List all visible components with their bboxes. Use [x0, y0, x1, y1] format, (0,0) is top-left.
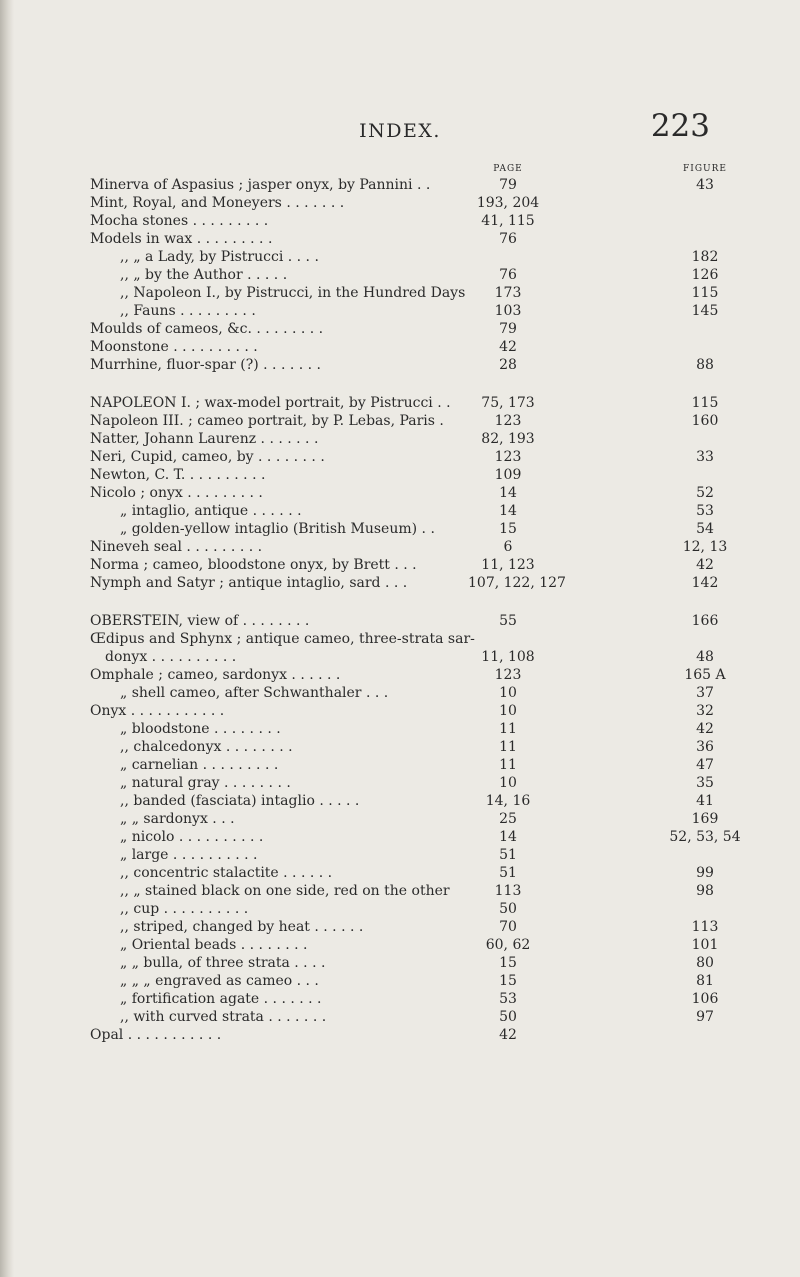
entry-page: 107, 122, 127 — [468, 575, 566, 591]
entry-page: 14 — [499, 503, 517, 519]
entry-figure: 101 — [691, 937, 719, 953]
entry-figure: 98 — [696, 883, 714, 899]
entry-text: ,, „ a Lady, by Pistrucci . . . . — [120, 249, 319, 265]
index-entry — [0, 484, 800, 502]
index-entry — [0, 302, 800, 320]
entry-page: 109 — [494, 467, 522, 483]
entry-page: 10 — [499, 775, 517, 791]
index-entry — [0, 394, 800, 412]
entry-figure: 142 — [691, 575, 719, 591]
entry-page: 41, 115 — [481, 213, 535, 229]
entry-text: „ „ „ engraved as cameo . . . — [120, 973, 319, 989]
index-section — [0, 612, 800, 1044]
entry-text: Moonstone . . . . . . . . . . — [90, 339, 258, 355]
entry-figure: 80 — [696, 955, 714, 971]
entry-page: 11 — [499, 757, 517, 773]
page-header — [0, 108, 800, 148]
entry-text: „ bloodstone . . . . . . . . — [120, 721, 281, 737]
page-number: 223 — [650, 108, 710, 144]
index-entry — [0, 666, 800, 684]
index-entry — [0, 1026, 800, 1044]
index-entry — [0, 430, 800, 448]
entry-page: 42 — [499, 1027, 517, 1043]
entry-text: Models in wax . . . . . . . . . — [90, 231, 273, 247]
entry-page: 28 — [499, 357, 517, 373]
entry-page: 79 — [499, 321, 517, 337]
entry-figure: 32 — [696, 703, 714, 719]
index-entry — [0, 648, 800, 666]
entry-text: Mocha stones . . . . . . . . . — [90, 213, 269, 229]
entry-page: 60, 62 — [485, 937, 531, 953]
index-entry — [0, 448, 800, 466]
index-entry — [0, 612, 800, 630]
entry-text: ,, striped, changed by heat . . . . . . — [120, 919, 364, 935]
entry-text: ,, cup . . . . . . . . . . — [120, 901, 249, 917]
entry-text: Nineveh seal . . . . . . . . . — [90, 539, 263, 555]
entry-text: Nymph and Satyr ; antique intaglio, sard . . . — [90, 575, 408, 591]
entry-text: Natter, Johann Laurenz . . . . . . . — [90, 431, 319, 447]
entry-page: 11, 123 — [481, 557, 535, 573]
index-entry — [0, 936, 800, 954]
entry-figure: 43 — [696, 177, 714, 193]
entry-text: „ golden-yellow intaglio (British Museum) . . — [120, 521, 435, 537]
entry-text: ,, chalcedonyx . . . . . . . . — [120, 739, 293, 755]
entry-page: 42 — [499, 339, 517, 355]
entry-text: ,, banded (fasciata) intaglio . . . . . — [120, 793, 360, 809]
entry-text: „ shell cameo, after Schwanthaler . . . — [120, 685, 389, 701]
entry-text: Œdipus and Sphynx ; antique cameo, three-strata sar- — [90, 631, 475, 647]
index-entry — [0, 176, 800, 194]
entry-figure: 36 — [696, 739, 714, 755]
entry-figure: 41 — [696, 793, 714, 809]
entry-page: 10 — [499, 703, 517, 719]
entry-page: 173 — [494, 285, 522, 301]
index-entry — [0, 918, 800, 936]
entry-text: Norma ; cameo, bloodstone onyx, by Brett . . . — [90, 557, 417, 573]
entry-text: ,, with curved strata . . . . . . . — [120, 1009, 327, 1025]
entry-text: Opal . . . . . . . . . . . — [90, 1027, 222, 1043]
entry-text: „ intaglio, antique . . . . . . — [120, 503, 302, 519]
index-entry — [0, 972, 800, 990]
entry-page: 15 — [499, 955, 517, 971]
index-entry — [0, 954, 800, 972]
entry-figure: 48 — [696, 649, 714, 665]
index-entry — [0, 1008, 800, 1026]
index-entry — [0, 900, 800, 918]
entry-page: 79 — [499, 177, 517, 193]
entry-figure: 126 — [691, 267, 719, 283]
entry-text: Nicolo ; onyx . . . . . . . . . — [90, 485, 263, 501]
entry-text: ,, „ by the Author . . . . . — [120, 267, 288, 283]
entry-figure: 182 — [691, 249, 719, 265]
entry-page: 14 — [499, 485, 517, 501]
entry-text: Mint, Royal, and Moneyers . . . . . . . — [90, 195, 345, 211]
index-entry — [0, 248, 800, 266]
index-entry — [0, 810, 800, 828]
entry-page: 76 — [499, 231, 517, 247]
entry-figure: 47 — [696, 757, 714, 773]
entry-figure: 42 — [696, 721, 714, 737]
entry-page: 55 — [499, 613, 517, 629]
entry-text: Napoleon III. ; cameo portrait, by P. Lebas, Paris . — [90, 413, 444, 429]
entry-page: 70 — [499, 919, 517, 935]
index-entry — [0, 230, 800, 248]
entry-text: OBERSTEIN, view of . . . . . . . . — [90, 613, 310, 629]
index-entry — [0, 828, 800, 846]
entry-text: Murrhine, fluor-spar (?) . . . . . . . — [90, 357, 322, 373]
entry-figure: 160 — [691, 413, 719, 429]
entry-text: „ „ sardonyx . . . — [120, 811, 235, 827]
entry-text: ,, Napoleon I., by Pistrucci, in the Hundred Days — [120, 285, 466, 301]
index-entry — [0, 502, 800, 520]
entry-text: „ nicolo . . . . . . . . . . — [120, 829, 264, 845]
index-entry — [0, 356, 800, 374]
index-entry — [0, 882, 800, 900]
entry-page: 50 — [499, 1009, 517, 1025]
index-entry — [0, 738, 800, 756]
entry-figure: 52 — [696, 485, 714, 501]
entry-page: 11, 108 — [481, 649, 535, 665]
index-section — [0, 394, 800, 592]
entry-page: 10 — [499, 685, 517, 701]
index-section — [0, 176, 800, 374]
entry-figure: 165 A — [684, 667, 726, 683]
entry-text: Minerva of Aspasius ; jasper onyx, by Pannini . . — [90, 177, 431, 193]
entry-figure: 113 — [691, 919, 719, 935]
entry-figure: 106 — [691, 991, 719, 1007]
entry-figure: 145 — [691, 303, 719, 319]
entry-page: 15 — [499, 973, 517, 989]
index-entry — [0, 756, 800, 774]
entry-figure: 52, 53, 54 — [669, 829, 741, 845]
index-entry — [0, 266, 800, 284]
entry-text: donyx . . . . . . . . . . — [105, 649, 237, 665]
entry-text: „ fortification agate . . . . . . . — [120, 991, 322, 1007]
entry-page: 11 — [499, 721, 517, 737]
index-entry — [0, 574, 800, 592]
entry-text: Neri, Cupid, cameo, by . . . . . . . . — [90, 449, 325, 465]
entry-page: 75, 173 — [481, 395, 535, 411]
entry-text: Moulds of cameos, &c. . . . . . . . . — [90, 321, 324, 337]
index-entry — [0, 720, 800, 738]
entry-page: 51 — [499, 865, 517, 881]
entry-figure: 88 — [696, 357, 714, 373]
index-entry — [0, 212, 800, 230]
entry-figure: 115 — [691, 395, 719, 411]
entry-figure: 169 — [691, 811, 719, 827]
entry-figure: 166 — [691, 613, 719, 629]
entry-figure: 42 — [696, 557, 714, 573]
entry-text: „ Oriental beads . . . . . . . . — [120, 937, 308, 953]
entry-figure: 99 — [696, 865, 714, 881]
index-entry — [0, 466, 800, 484]
index-entry — [0, 702, 800, 720]
entry-text: ,, concentric stalactite . . . . . . — [120, 865, 333, 881]
page-column-heading: PAGE — [493, 164, 523, 174]
entry-page: 103 — [494, 303, 522, 319]
entry-page: 50 — [499, 901, 517, 917]
index-entry — [0, 194, 800, 212]
entry-figure: 115 — [691, 285, 719, 301]
entry-figure: 12, 13 — [682, 539, 728, 555]
entry-text: Omphale ; cameo, sardonyx . . . . . . — [90, 667, 341, 683]
index-entry — [0, 990, 800, 1008]
index-entry — [0, 846, 800, 864]
index-entries — [0, 176, 800, 1064]
entry-figure: 37 — [696, 685, 714, 701]
index-entry — [0, 412, 800, 430]
entry-page: 14 — [499, 829, 517, 845]
entry-figure: 35 — [696, 775, 714, 791]
entry-text: Onyx . . . . . . . . . . . — [90, 703, 225, 719]
entry-text: ,, Fauns . . . . . . . . . — [120, 303, 256, 319]
entry-page: 193, 204 — [476, 195, 540, 211]
index-entry — [0, 284, 800, 302]
entry-page: 51 — [499, 847, 517, 863]
entry-text: Newton, C. T. . . . . . . . . . — [90, 467, 266, 483]
entry-page: 53 — [499, 991, 517, 1007]
index-entry — [0, 864, 800, 882]
index-entry — [0, 338, 800, 356]
entry-figure: 33 — [696, 449, 714, 465]
entry-page: 14, 16 — [485, 793, 531, 809]
entry-text: „ carnelian . . . . . . . . . — [120, 757, 279, 773]
entry-page: 82, 193 — [481, 431, 535, 447]
index-entry — [0, 556, 800, 574]
entry-page: 123 — [494, 449, 522, 465]
entry-figure: 97 — [696, 1009, 714, 1025]
entry-text: NAPOLEON I. ; wax-model portrait, by Pistrucci . . — [90, 395, 451, 411]
index-entry — [0, 684, 800, 702]
entry-text: „ natural gray . . . . . . . . — [120, 775, 291, 791]
entry-page: 76 — [499, 267, 517, 283]
entry-page: 123 — [494, 413, 522, 429]
entry-figure: 54 — [696, 521, 714, 537]
index-entry — [0, 774, 800, 792]
entry-figure: 81 — [696, 973, 714, 989]
entry-text: „ „ bulla, of three strata . . . . — [120, 955, 326, 971]
running-title: INDEX. — [359, 120, 441, 142]
entry-page: 25 — [499, 811, 517, 827]
entry-page: 11 — [499, 739, 517, 755]
figure-column-heading: FIGURE — [683, 164, 727, 174]
entry-text: ,, „ stained black on one side, red on the other — [120, 883, 450, 899]
entry-page: 6 — [503, 539, 513, 555]
index-entry — [0, 792, 800, 810]
index-entry — [0, 520, 800, 538]
entry-figure: 53 — [696, 503, 714, 519]
index-entry — [0, 630, 800, 648]
entry-page: 15 — [499, 521, 517, 537]
entry-page: 123 — [494, 667, 522, 683]
entry-page: 113 — [494, 883, 522, 899]
entry-text: „ large . . . . . . . . . . — [120, 847, 258, 863]
index-entry — [0, 538, 800, 556]
index-entry — [0, 320, 800, 338]
